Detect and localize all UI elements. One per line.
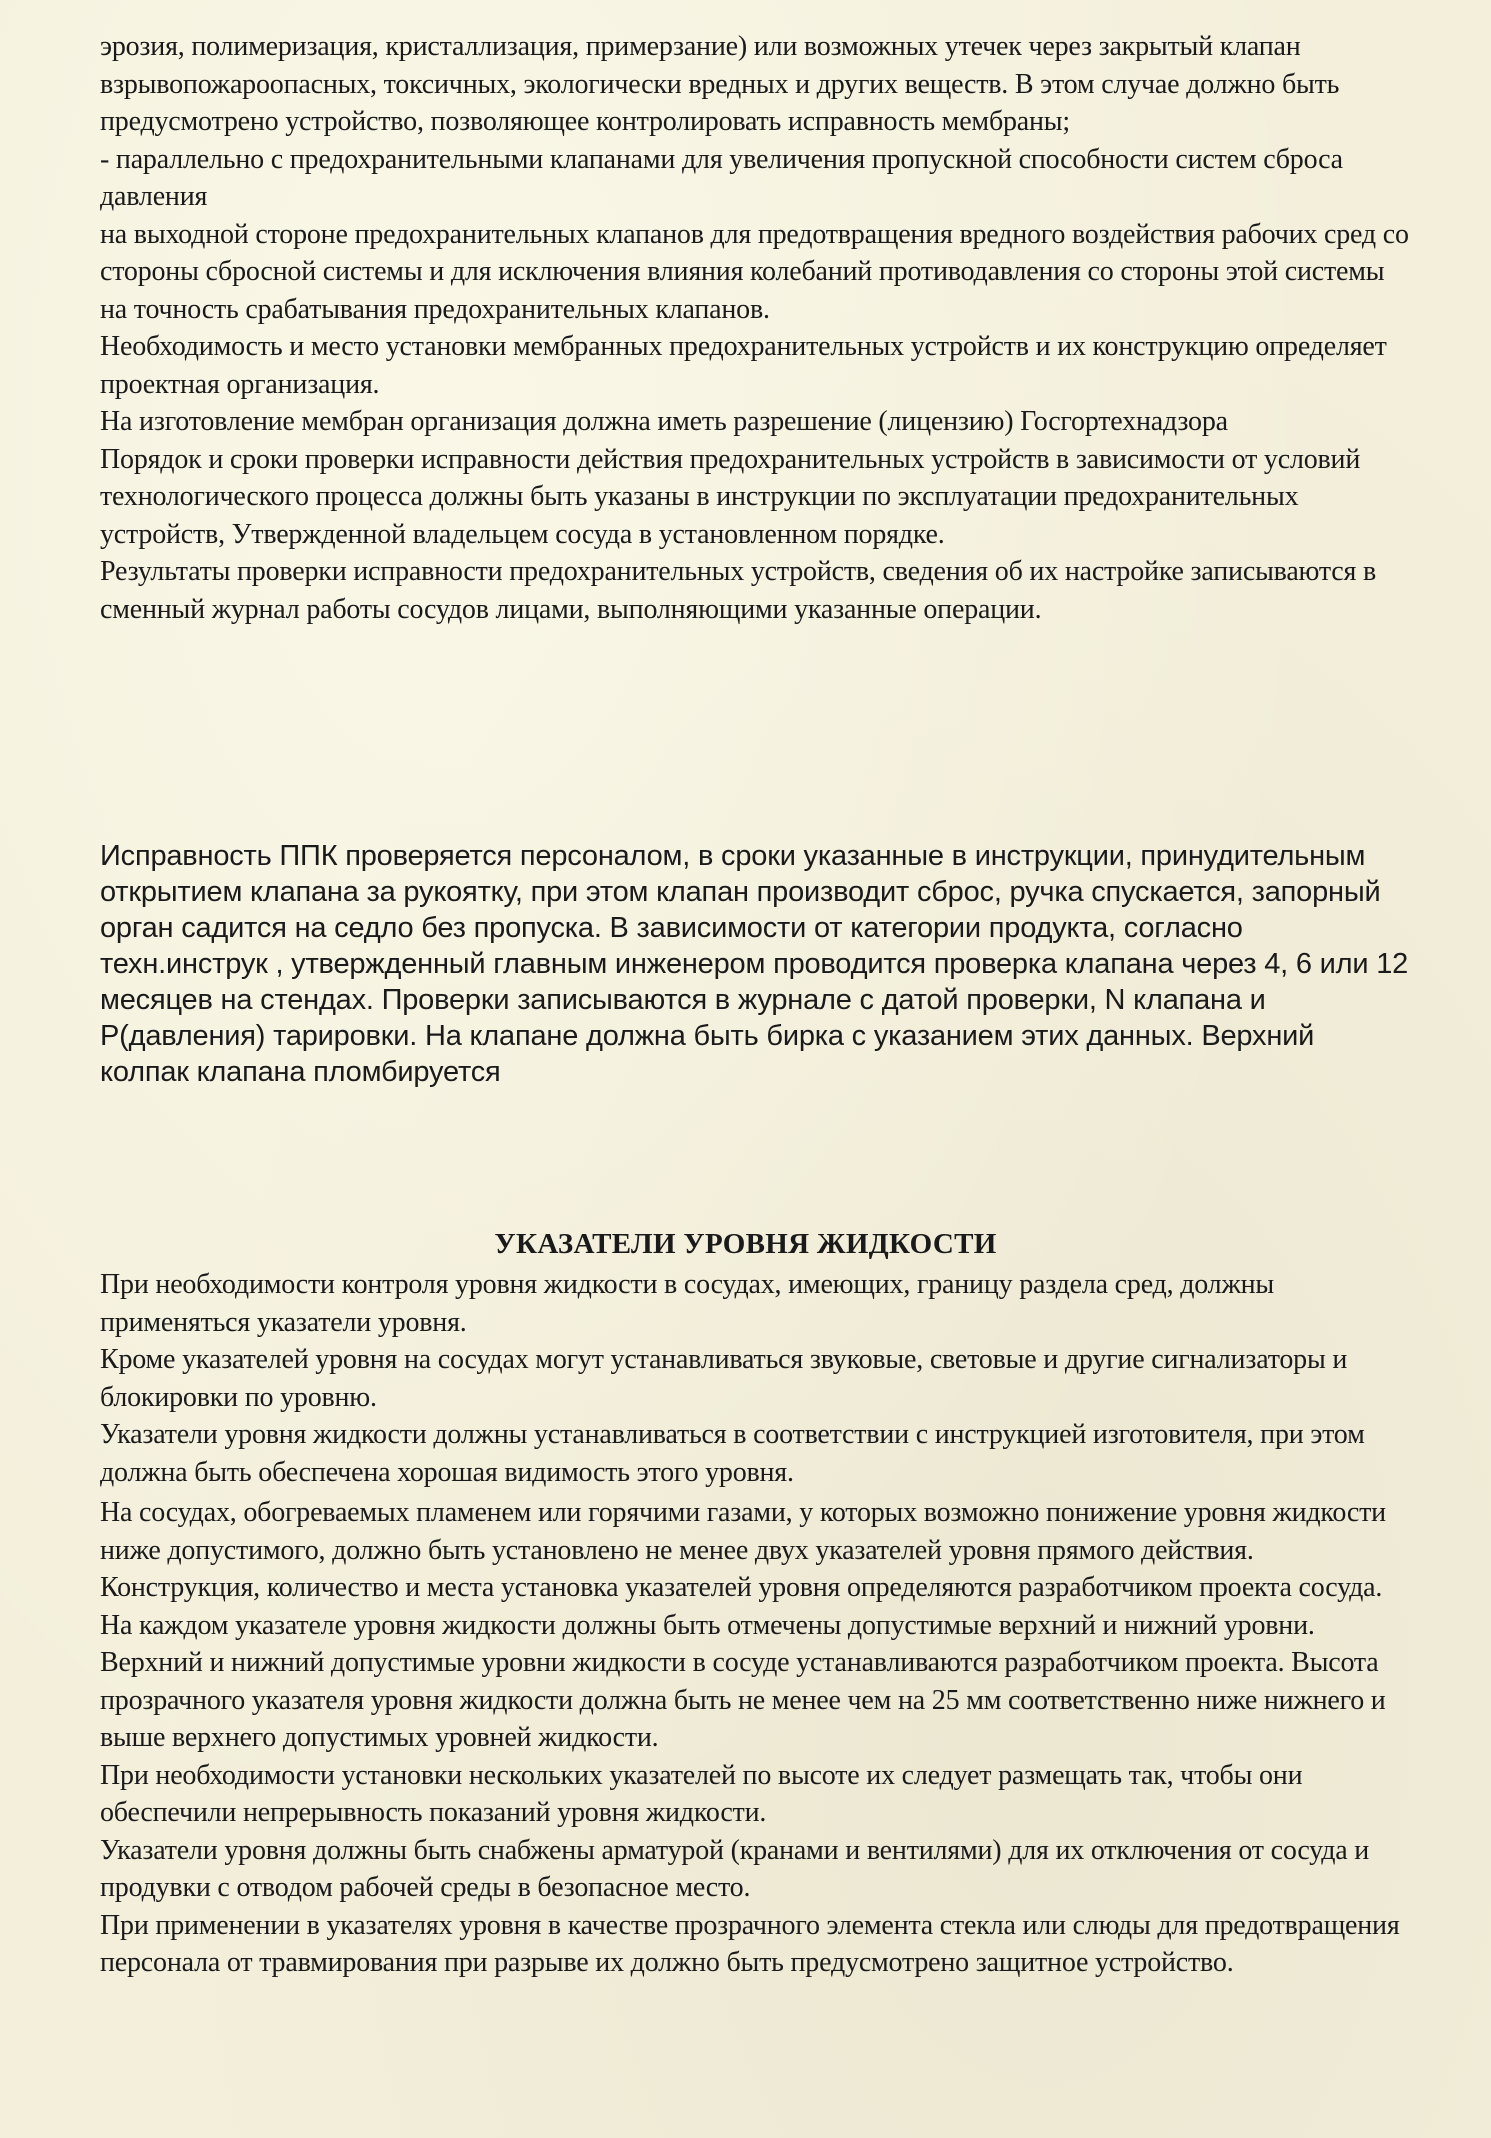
paragraph: Необходимость и место установки мембранных предохранительных устройств и их конструкцию определяет проектная организация. bbox=[100, 331, 1387, 400]
paragraph: Указатели уровня должны быть снабжены арматурой (кранами и вентилями) для их отключения от сосуда и продувки с отводом рабочей среды в безопасное место. bbox=[100, 1834, 1370, 1903]
paragraph: При необходимости установки нескольких указателей по высоте их следует размещать так, чтобы они обеспечили непрерывность показаний уровня жидкости. bbox=[100, 1759, 1303, 1828]
paragraph: Конструкция, количество и места установка указателей уровня определяются разработчиком проекта сосуда. bbox=[100, 1572, 1383, 1603]
paragraph: Указатели уровня жидкости должны устанавливаться в соответствии с инструкцией изготовителя, при этом должна быть обеспечена хорошая видимость этого уровня. bbox=[100, 1419, 1365, 1488]
paragraph: эрозия, полимеризация, кристаллизация, примерзание) или возможных утечек через закрытый клапан взрывопожароопасных, токсичных, экологически вредных и других веществ. В этом случае должно быть предусмотрено устройство, позволяющее контролировать исправность мембраны; bbox=[100, 31, 1340, 137]
paragraph: На сосудах, обогреваемых пламенем или горячими газами, у которых возможно понижение уровня жидкости ниже допустимого, должно быть установлено не менее двух указателей уровня прямого действия. bbox=[100, 1497, 1386, 1566]
paragraph: При применении в указателях уровня в качестве прозрачного элемента стекла или слюды для предотвращения персонала от травмирования при разрыве их должно быть предусмотрено защитное устройство. bbox=[100, 1909, 1400, 1978]
section-title: УКАЗАТЕЛИ УРОВНЯ ЖИДКОСТИ bbox=[494, 1228, 997, 1260]
paragraph: На изготовление мембран организация должна иметь разрешение (лицензию) Госгортехнадзора bbox=[100, 406, 1228, 437]
paragraph: Верхний и нижний допустимые уровни жидкости в сосуде устанавливаются разработчиком проекта. Высота прозрачного указателя уровня жидкости должна быть не менее чем на 25 мм соответственно ниже нижнего и выше верхнего допустимых уровней жидкости. bbox=[100, 1647, 1386, 1753]
section-level-indicators-a bbox=[100, 1266, 1410, 1491]
paragraph: Кроме указателей уровня на сосудах могут устанавливаться звуковые, световые и другие сигнализаторы и блокировки по уровню. bbox=[100, 1344, 1348, 1413]
paragraph: Порядок и сроки проверки исправности действия предохранительных устройств в зависимости от условий технологического процесса должны быть указаны в инструкции по эксплуатации предохранительных устройств, Утвержденной владельцем сосуда в установленном порядке. bbox=[100, 443, 1361, 550]
section-level-indicators-b bbox=[100, 1494, 1410, 1982]
paragraph: Исправность ППК проверяется персоналом, в сроки указанные в инструкции, принудительным открытием клапана за рукоятку, при этом клапан производит сброс, ручка спускается, запорный орган садится на седло без пропуска. В зависимости от категории продукта, согласно техн.инструк , утвержденный главным инженером проводится проверка клапана через 4, 6 или 12 месяцев на стендах. Проверки записываются в журнале с датой проверки, N клапана и Р(давления) тарировки. На клапане должна быть бирка с указанием этих данных. Верхний колпак клапана пломбируется bbox=[100, 840, 1409, 1088]
paragraph: Результаты проверки исправности предохранительных устройств, сведения об их настройке записываются в сменный журнал работы сосудов лицами, выполняющими указанные операции. bbox=[100, 556, 1377, 625]
paragraph: на выходной стороне предохранительных клапанов для предотвращения вредного воздействия рабочих сред со стороны сбросной системы и для исключения влияния колебаний противодавления со стороны этой системы на точность срабатывания предохранительных клапанов. bbox=[100, 218, 1409, 325]
section-ppk-check bbox=[100, 838, 1410, 1090]
section-membrane-devices bbox=[100, 28, 1410, 628]
paragraph: При необходимости контроля уровня жидкости в сосудах, имеющих, границу раздела сред, должны применяться указатели уровня. bbox=[100, 1269, 1274, 1338]
paragraph: - параллельно с предохранительными клапанами для увеличения пропускной способности систем сброса давления bbox=[100, 143, 1343, 212]
paragraph: На каждом указателе уровня жидкости должны быть отмечены допустимые верхний и нижний уровни. bbox=[100, 1609, 1315, 1641]
